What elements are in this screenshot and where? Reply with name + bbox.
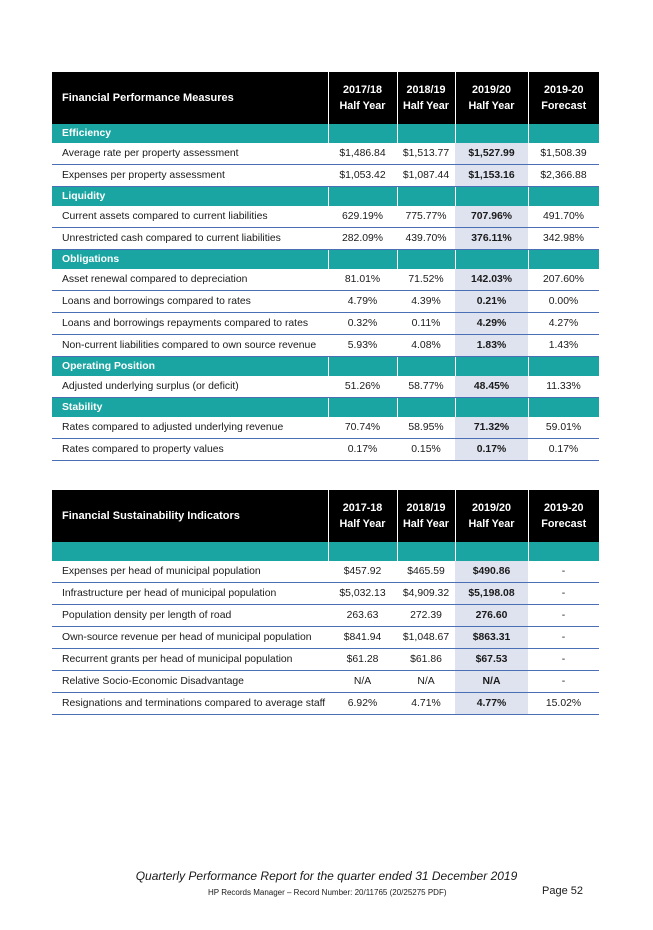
value-cell: $457.92: [328, 561, 397, 583]
table-title: [52, 490, 328, 542]
column-header: [455, 72, 528, 124]
header-line: Financial Sustainability Indicators: [62, 510, 240, 522]
value-cell: 276.60: [455, 605, 528, 627]
column-header: [397, 72, 455, 124]
table-row: [52, 206, 599, 228]
section-row: [52, 124, 599, 143]
section-cell: [397, 542, 455, 561]
value-cell: $61.86: [397, 649, 455, 671]
value-cell: 272.39: [397, 605, 455, 627]
header-line: 2017-18: [342, 502, 383, 514]
column-header: [528, 72, 599, 124]
section-cell: [528, 542, 599, 561]
row-label: Resignations and terminations compared to average staff: [52, 693, 328, 715]
section-cell: [328, 542, 397, 561]
table-header: [52, 72, 599, 124]
value-cell: 0.32%: [328, 313, 397, 335]
value-cell: 4.39%: [397, 291, 455, 313]
column-header: [328, 490, 397, 542]
header-line: Half Year: [339, 100, 386, 112]
value-cell: N/A: [328, 671, 397, 693]
column-header: [397, 490, 455, 542]
section-cell: [528, 398, 599, 418]
section-cell: [528, 250, 599, 270]
section-cell: [397, 124, 455, 143]
value-cell: 5.93%: [328, 335, 397, 357]
value-cell: 71.32%: [455, 417, 528, 439]
header-line: Forecast: [541, 518, 587, 530]
value-cell: 1.83%: [455, 335, 528, 357]
table-row: [52, 693, 599, 715]
value-cell: 4.08%: [397, 335, 455, 357]
value-cell: $490.86: [455, 561, 528, 583]
table-row: [52, 561, 599, 583]
header-row: [52, 490, 599, 542]
value-cell: N/A: [455, 671, 528, 693]
row-label: Current assets compared to current liabilities: [52, 206, 328, 228]
row-label: Average rate per property assessment: [52, 143, 328, 165]
table-row: [52, 671, 599, 693]
financial-performance-table: [52, 72, 599, 461]
value-cell: $841.94: [328, 627, 397, 649]
column-header: [328, 72, 397, 124]
value-cell: 263.63: [328, 605, 397, 627]
value-cell: 4.77%: [455, 693, 528, 715]
header-line: Half Year: [468, 518, 515, 530]
table-row: [52, 583, 599, 605]
value-cell: 58.77%: [397, 376, 455, 398]
section-cell: [328, 398, 397, 418]
column-header: [528, 490, 599, 542]
table-title: [52, 72, 328, 124]
value-cell: 71.52%: [397, 269, 455, 291]
value-cell: 342.98%: [528, 228, 599, 250]
value-cell: 0.15%: [397, 439, 455, 461]
value-cell: $1,486.84: [328, 143, 397, 165]
value-cell: $1,087.44: [397, 165, 455, 187]
value-cell: 0.17%: [528, 439, 599, 461]
section-title: Efficiency: [52, 124, 328, 143]
value-cell: $1,153.16: [455, 165, 528, 187]
value-cell: 376.11%: [455, 228, 528, 250]
value-cell: 1.43%: [528, 335, 599, 357]
section-title: Obligations: [52, 250, 328, 270]
table-row: [52, 313, 599, 335]
value-cell: 0.17%: [328, 439, 397, 461]
value-cell: 0.21%: [455, 291, 528, 313]
section-cell: [455, 542, 528, 561]
section-title: Liquidity: [52, 187, 328, 207]
value-cell: -: [528, 605, 599, 627]
value-cell: 6.92%: [328, 693, 397, 715]
header-line: 2019-20: [543, 84, 584, 96]
section-row: [52, 357, 599, 377]
section-cell: [397, 398, 455, 418]
row-label: Loans and borrowings compared to rates: [52, 291, 328, 313]
value-cell: 0.17%: [455, 439, 528, 461]
section-cell: [397, 187, 455, 207]
table-row: [52, 649, 599, 671]
section-row: [52, 250, 599, 270]
table-row: [52, 165, 599, 187]
value-cell: $1,508.39: [528, 143, 599, 165]
section-cell: [455, 124, 528, 143]
value-cell: 4.71%: [397, 693, 455, 715]
page-number: Page 52: [542, 885, 583, 897]
value-cell: 58.95%: [397, 417, 455, 439]
value-cell: $1,053.42: [328, 165, 397, 187]
section-cell: [528, 124, 599, 143]
table-body: [52, 124, 599, 461]
value-cell: 48.45%: [455, 376, 528, 398]
table-row: [52, 269, 599, 291]
header-line: 2018/19: [406, 502, 446, 514]
value-cell: 4.79%: [328, 291, 397, 313]
value-cell: 51.26%: [328, 376, 397, 398]
table-row: [52, 143, 599, 165]
section-title: Stability: [52, 398, 328, 418]
header-line: Forecast: [541, 100, 587, 112]
table-row: [52, 228, 599, 250]
value-cell: 707.96%: [455, 206, 528, 228]
value-cell: $2,366.88: [528, 165, 599, 187]
row-label: Unrestricted cash compared to current liabilities: [52, 228, 328, 250]
value-cell: 70.74%: [328, 417, 397, 439]
value-cell: 629.19%: [328, 206, 397, 228]
section-cell: [397, 357, 455, 377]
section-cell: [328, 124, 397, 143]
table-row: [52, 335, 599, 357]
value-cell: 4.29%: [455, 313, 528, 335]
table-row: [52, 627, 599, 649]
header-line: 2019/20: [471, 502, 512, 514]
value-cell: 59.01%: [528, 417, 599, 439]
value-cell: 0.11%: [397, 313, 455, 335]
value-cell: 491.70%: [528, 206, 599, 228]
header-line: Half Year: [468, 100, 515, 112]
section-cell: [528, 357, 599, 377]
table-header: [52, 490, 599, 542]
value-cell: 142.03%: [455, 269, 528, 291]
column-header: [455, 490, 528, 542]
header-line: 2017/18: [342, 84, 383, 96]
value-cell: 207.60%: [528, 269, 599, 291]
table-row: [52, 376, 599, 398]
value-cell: N/A: [397, 671, 455, 693]
value-cell: $4,909.32: [397, 583, 455, 605]
section-title: Operating Position: [52, 357, 328, 377]
value-cell: -: [528, 583, 599, 605]
section-cell: [455, 357, 528, 377]
header-line: 2019/20: [471, 84, 512, 96]
row-label: Adjusted underlying surplus (or deficit): [52, 376, 328, 398]
row-label: Non-current liabilities compared to own source revenue: [52, 335, 328, 357]
row-label: Recurrent grants per head of municipal population: [52, 649, 328, 671]
section-row: [52, 187, 599, 207]
table-body: [52, 542, 599, 715]
value-cell: $61.28: [328, 649, 397, 671]
row-label: Rates compared to property values: [52, 439, 328, 461]
row-label: Expenses per property assessment: [52, 165, 328, 187]
value-cell: 0.00%: [528, 291, 599, 313]
value-cell: 81.01%: [328, 269, 397, 291]
value-cell: $67.53: [455, 649, 528, 671]
value-cell: -: [528, 627, 599, 649]
record-number: HP Records Manager – Record Number: 20/11765 (20/25275 PDF): [208, 888, 447, 897]
header-line: Half Year: [402, 100, 450, 112]
table-row: [52, 605, 599, 627]
row-label: Expenses per head of municipal population: [52, 561, 328, 583]
section-cell: [328, 187, 397, 207]
value-cell: 282.09%: [328, 228, 397, 250]
section-cell: [455, 250, 528, 270]
section-cell: [328, 250, 397, 270]
value-cell: -: [528, 671, 599, 693]
financial-sustainability-table: [52, 490, 599, 715]
section-cell: [455, 187, 528, 207]
value-cell: $465.59: [397, 561, 455, 583]
value-cell: $1,048.67: [397, 627, 455, 649]
row-label: Loans and borrowings repayments compared to rates: [52, 313, 328, 335]
value-cell: $1,513.77: [397, 143, 455, 165]
value-cell: $5,032.13: [328, 583, 397, 605]
section-cell: [328, 357, 397, 377]
value-cell: $1,527.99: [455, 143, 528, 165]
row-label: Rates compared to adjusted underlying revenue: [52, 417, 328, 439]
value-cell: 15.02%: [528, 693, 599, 715]
row-label: Own-source revenue per head of municipal population: [52, 627, 328, 649]
table-row: [52, 291, 599, 313]
section-title: [52, 542, 328, 561]
header-line: 2019-20: [543, 502, 584, 514]
header-line: Half Year: [339, 518, 386, 530]
value-cell: $5,198.08: [455, 583, 528, 605]
header-line: 2018/19: [406, 84, 446, 96]
section-cell: [455, 398, 528, 418]
row-label: Infrastructure per head of municipal population: [52, 583, 328, 605]
row-label: Relative Socio-Economic Disadvantage: [52, 671, 328, 693]
table-row: [52, 439, 599, 461]
header-row: [52, 72, 599, 124]
value-cell: 11.33%: [528, 376, 599, 398]
section-row: [52, 542, 599, 561]
header-line: Half Year: [402, 518, 450, 530]
value-cell: 775.77%: [397, 206, 455, 228]
value-cell: $863.31: [455, 627, 528, 649]
section-cell: [397, 250, 455, 270]
table-row: [52, 417, 599, 439]
section-row: [52, 398, 599, 418]
report-title: Quarterly Performance Report for the quarter ended 31 December 2019: [135, 869, 518, 883]
value-cell: 439.70%: [397, 228, 455, 250]
value-cell: 4.27%: [528, 313, 599, 335]
row-label: Population density per length of road: [52, 605, 328, 627]
value-cell: -: [528, 649, 599, 671]
row-label: Asset renewal compared to depreciation: [52, 269, 328, 291]
section-cell: [528, 187, 599, 207]
value-cell: -: [528, 561, 599, 583]
header-line: Financial Performance Measures: [62, 92, 234, 104]
